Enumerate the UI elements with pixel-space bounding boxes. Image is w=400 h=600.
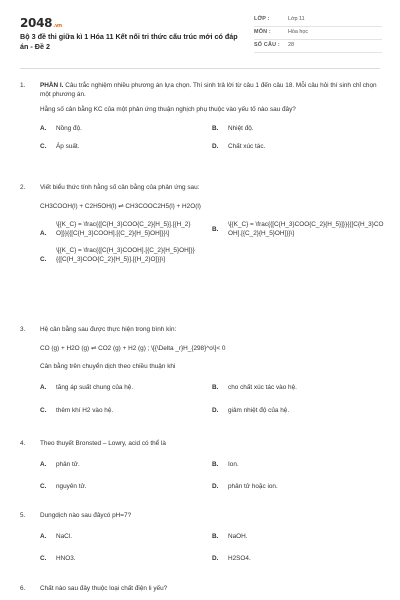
- meta-count-label: SỐ CÂU :: [254, 42, 280, 49]
- question-1: [20, 82, 382, 151]
- site-logo[interactable]: 2048.vn: [20, 16, 62, 30]
- question-prompt: Hằng số cân bằng KC của một phản ứng thuận nghịch phụ thuộc vào yếu tố nào sau đây?: [40, 106, 296, 114]
- reaction-equation: CH3COOH(l) + C2H5OH(l) ⇌ CH3COOC2H5(l) + H2O(l): [40, 202, 201, 210]
- option-c[interactable]: C. nguyên tử.: [40, 483, 87, 491]
- page-header: [20, 12, 382, 60]
- reaction-equation: CO (g) + H2O (g) ⇌ CO2 (g) + H2 (g) ; \[{\Delta _r}H_{298}^o\]< 0: [40, 344, 226, 352]
- question-4: [20, 440, 382, 492]
- option-d[interactable]: D. H2SO4.: [212, 555, 251, 563]
- answer-options: [40, 125, 382, 151]
- option-b[interactable]: B. \[{K_C} = \frac{{[C{H_3}COO{C_2}{H_5}]}}{{[C{H_3}COOH].[{C_2}{H_5}OH]}}\]: [212, 221, 384, 237]
- answer-options: [40, 384, 382, 415]
- question-number: 4.: [20, 440, 26, 447]
- answer-options: [40, 221, 382, 264]
- question-prompt: Cân bằng trên chuyển dịch theo chiều thuận khi: [40, 363, 176, 371]
- meta-subject: [254, 27, 382, 40]
- question-number: 6.: [20, 585, 26, 592]
- option-c[interactable]: C. thêm khí H2 vào hệ.: [40, 406, 114, 414]
- option-a[interactable]: A. tăng áp suất chung của hệ.: [40, 383, 134, 391]
- option-b[interactable]: B. NaOH.: [212, 532, 248, 540]
- question-text: Chất nào sau đây thuộc loại chất điện li yếu?: [40, 585, 168, 592]
- question-text: PHẦN I. Câu trắc nghiệm nhiều phương án lựa chọn. Thí sinh trả lời từ câu 1 đến câu 18. Mỗi câu hỏi thí sinh chỉ chọn một phương án.: [40, 82, 377, 98]
- option-c[interactable]: C. HNO3.: [40, 555, 76, 563]
- question-6: [20, 585, 382, 594]
- question-text: Viết biểu thức tính hằng số cân bằng của phản ứng sau:: [40, 184, 200, 191]
- option-c[interactable]: C. \[{K_C} = \frac{{[C{H_3}COOH].[{C_2}{H_5}OH]}}{{[C{H_3}COO{C_2}{H_5}].[{H_2}O]}}\]: [40, 246, 195, 263]
- question-3: [20, 326, 382, 415]
- exam-meta: [254, 14, 382, 53]
- option-c[interactable]: C. Áp suất.: [40, 142, 80, 150]
- question-number: 5.: [20, 512, 26, 519]
- option-d[interactable]: D. phân tử hoặc ion.: [212, 483, 278, 491]
- meta-subject-value[interactable]: Hóa học: [288, 29, 309, 36]
- header-divider: [20, 68, 380, 69]
- question-number: 1.: [20, 82, 26, 89]
- meta-class: [254, 14, 382, 27]
- option-a[interactable]: A. NaCl.: [40, 532, 72, 540]
- answer-options: [40, 461, 382, 492]
- option-a[interactable]: A. Nồng độ.: [40, 124, 82, 132]
- option-d[interactable]: D. giảm nhiệt độ của hệ.: [212, 406, 290, 414]
- question-number: 2.: [20, 184, 26, 191]
- option-a[interactable]: A. phân tử.: [40, 460, 80, 468]
- question-text: Hệ cân bằng sau được thực hiện trong bình kín:: [40, 326, 177, 333]
- exam-title: Bộ 3 đề thi giữa kì 1 Hóa 11 Kết nối tri thức cấu trúc mới có đáp án - Đề 2: [20, 32, 238, 51]
- meta-subject-label: MÔN :: [254, 29, 271, 36]
- option-b[interactable]: B. cho chất xúc tác vào hệ.: [212, 383, 297, 391]
- option-a[interactable]: A. \[{K_C} = \frac{{[C{H_3}COO{C_2}{H_5}].[{H_2}O]}}{{[C{H_3}COOH].[{C_2}{H_5}OH]}}\]: [40, 221, 191, 238]
- question-text: Dungdịch nào sau đâycó pH=7?: [40, 512, 132, 519]
- option-d[interactable]: D. Chất xúc tác.: [212, 142, 266, 150]
- part-label: PHẦN I.: [40, 82, 64, 89]
- question-2: [20, 184, 382, 265]
- answer-options: [40, 533, 382, 564]
- option-b[interactable]: B. Ion.: [212, 460, 239, 468]
- option-b[interactable]: B. Nhiệt độ.: [212, 124, 254, 132]
- question-text: Theo thuyết Bronsted – Lowry, acid có thể là: [40, 440, 166, 447]
- question-number: 3.: [20, 326, 26, 333]
- meta-class-label: LỚP :: [254, 16, 270, 23]
- meta-class-value[interactable]: Lớp 11: [288, 16, 305, 23]
- question-5: [20, 512, 382, 564]
- meta-count: [254, 40, 382, 53]
- meta-count-value: 28: [288, 42, 294, 49]
